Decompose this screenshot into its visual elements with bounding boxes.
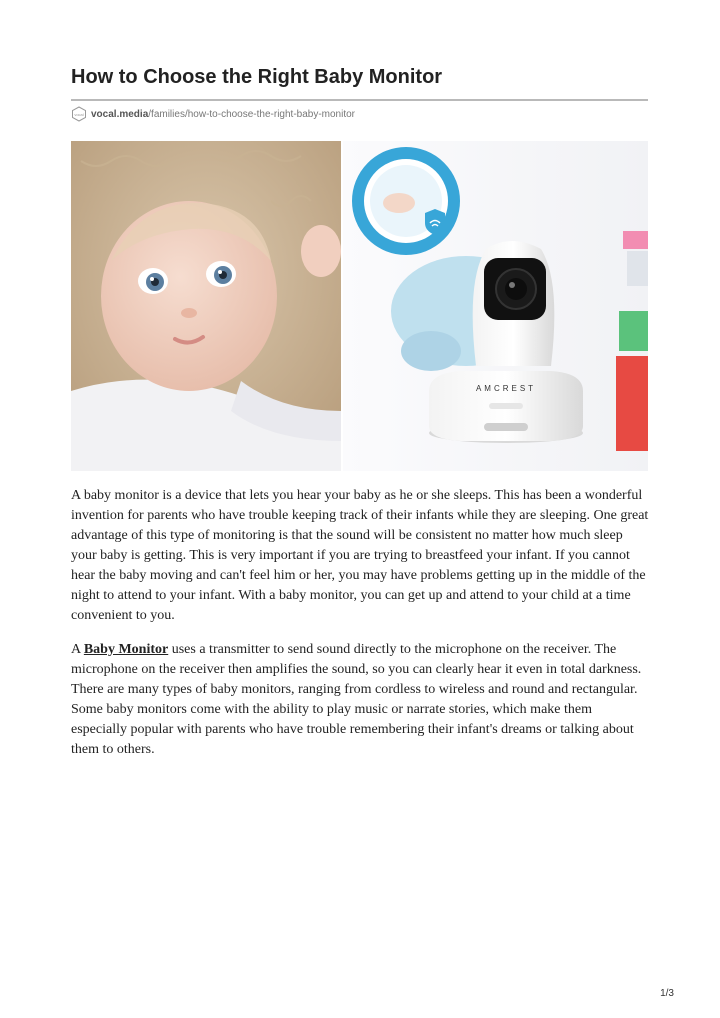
paragraph-2: A Baby Monitor uses a transmitter to send sound directly to the microphone on the receiver. The microphone on the receiver then amplifies the sound, so you can clearly hear it even in total darkness. There are many types of baby monitors, ranging from cordless to wireless and round and rectangular. Some baby monitors come with the ability to play music or narrate stories, which make them especially popular with parents who have trouble remembering their infant's dreams or talking about them to others.	[71, 642, 642, 757]
baby-monitor-camera-photo	[343, 141, 648, 471]
svg-text:vocal: vocal	[74, 112, 84, 117]
source-line[interactable]	[71, 105, 355, 123]
article-body	[71, 486, 651, 774]
vocal-logo-icon	[71, 106, 87, 122]
source-path[interactable]: /families/how-to-choose-the-right-baby-monitor	[148, 108, 356, 120]
paragraph-1: A baby monitor is a device that lets you hear your baby as he or she sleeps. This has been a wonderful invention for parents who have trouble keeping track of their infants while they are sleeping. One great advantage of this type of monitoring is that the sound will be consistent no matter how much sleep your baby is getting. This is very important if you are trying to breastfeed your infant. If you cannot hear the baby moving and can't feel him or her, you may have problems getting up in the middle of the night to attend to your infant. With a baby monitor, you can get up and attend to your child at a time convenient to you.	[71, 488, 649, 623]
page-number: 1/3	[660, 988, 674, 999]
source-domain[interactable]: vocal.media	[91, 108, 149, 120]
brand-logo: AMCREST	[475, 384, 537, 393]
title-divider	[71, 99, 648, 101]
baby-photo	[71, 141, 341, 471]
page-title: How to Choose the Right Baby Monitor	[71, 66, 443, 88]
hero-image	[71, 141, 648, 471]
baby-monitor-link[interactable]: Baby Monitor	[83, 642, 169, 657]
